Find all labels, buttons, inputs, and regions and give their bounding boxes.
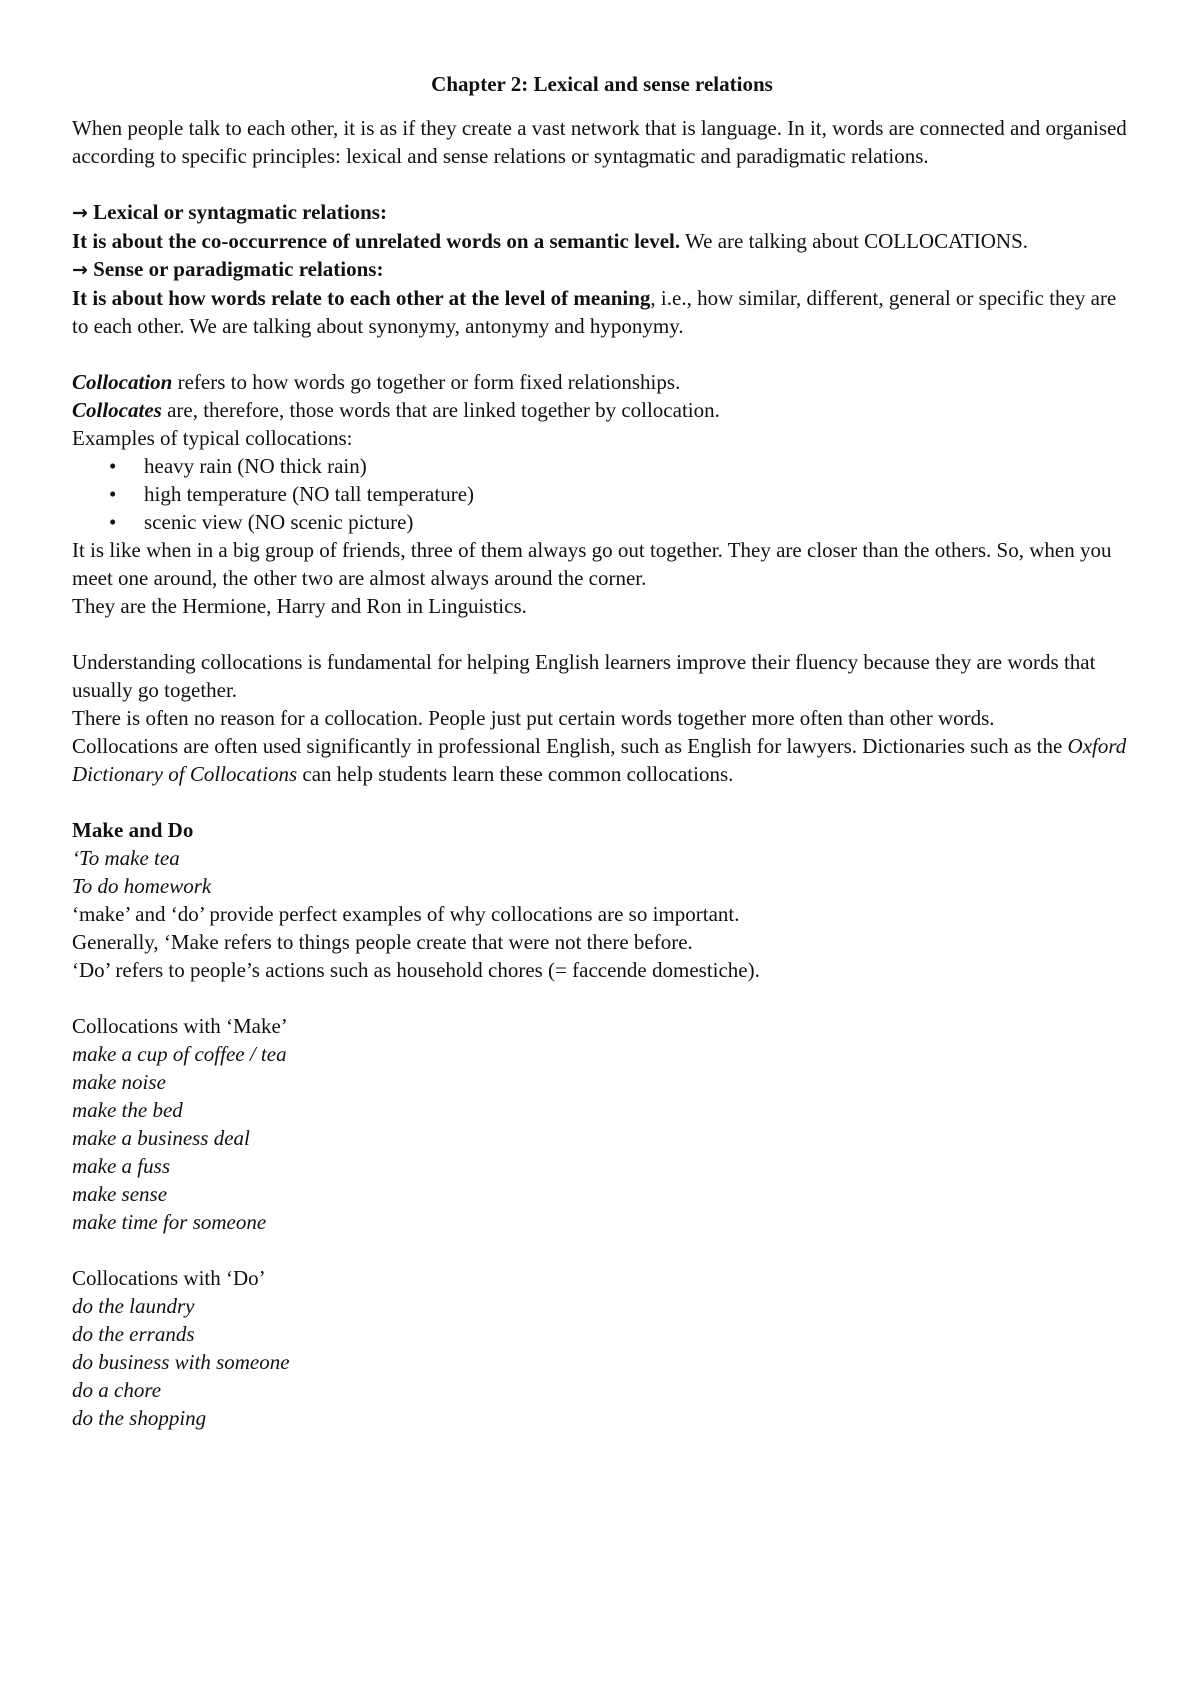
spacer: [72, 788, 1132, 816]
list-item: make a business deal: [72, 1126, 250, 1150]
lexical-rest-text: We are talking about COLLOCATIONS.: [680, 229, 1029, 253]
spacer: [72, 340, 1132, 368]
list-item: do business with someone: [72, 1350, 290, 1374]
list-item: do the laundry: [72, 1294, 195, 1318]
list-item: do a chore: [72, 1378, 162, 1402]
dictionary-title: Oxford Dictionary of Collocations: [72, 734, 1127, 786]
list-item: [72, 452, 1132, 480]
list-item: make a fuss: [72, 1154, 170, 1178]
bullet-icon: •: [109, 454, 117, 478]
arrow-right-icon: →: [72, 259, 88, 281]
examples-list: [72, 452, 1132, 536]
examples-intro: Examples of typical collocations:: [72, 426, 353, 450]
reason-paragraph: There is often no reason for a collocation. People just put certain words together more often than other words.: [72, 706, 995, 730]
bullet-icon: •: [109, 510, 117, 534]
example-text: high temperature (NO tall temperature): [144, 482, 475, 506]
list-item: do the shopping: [72, 1406, 207, 1430]
collocation-term: Collocation: [72, 370, 173, 394]
page-title: Chapter 2: Lexical and sense relations: [431, 72, 773, 96]
spacer: [72, 1236, 1132, 1264]
list-item: make noise: [72, 1070, 166, 1094]
make-do-line-2: Generally, ‘Make refers to things people create that were not there before.: [72, 930, 693, 954]
arrow-right-icon: →: [72, 202, 88, 224]
make-do-line-3: ‘Do’ refers to people’s actions such as household chores (= faccende domestiche).: [72, 958, 760, 982]
document-page: [72, 70, 1132, 1432]
example-text: scenic view (NO scenic picture): [144, 510, 414, 534]
spacer: [72, 984, 1132, 1012]
make-do-heading: Make and Do: [72, 818, 194, 842]
understanding-paragraph: Understanding collocations is fundamental for helping English learners improve their fluency because they are words that usually go together.: [72, 650, 1096, 702]
sense-rest-text: , i.e., how similar, different, general or specific they are to each other. We are talking about synonymy, antonymy and hyponymy.: [72, 286, 1117, 338]
collocation-definition: [72, 368, 1132, 396]
list-item: [72, 508, 1132, 536]
lexical-heading-text: Lexical or syntagmatic relations:: [93, 200, 387, 224]
lexical-heading: [72, 198, 1132, 227]
professional-paragraph: [72, 732, 1132, 788]
professional-text-after: can help students learn these common collocations.: [297, 762, 734, 786]
lexical-paragraph: [72, 227, 1132, 255]
example-text: heavy rain (NO thick rain): [144, 454, 367, 478]
sense-bold-text: It is about how words relate to each other at the level of meaning: [72, 286, 651, 310]
make-do-example-1: ‘To make tea: [72, 846, 180, 870]
collocates-text: are, therefore, those words that are linked together by collocation.: [161, 398, 720, 422]
sense-heading-text: Sense or paradigmatic relations:: [93, 257, 384, 281]
sense-heading: [72, 255, 1132, 284]
make-do-example-2: To do homework: [72, 874, 212, 898]
collocation-text: refers to how words go together or form fixed relationships.: [172, 370, 681, 394]
friends-paragraph: It is like when in a big group of friends, three of them always go out together. They are closer than the others. So, when you meet one around, the other two are almost always around the corner.: [72, 538, 1112, 590]
list-item: make a cup of coffee / tea: [72, 1042, 287, 1066]
list-item: [72, 480, 1132, 508]
intro-paragraph: When people talk to each other, it is as if they create a vast network that is language. In it, words are connected and organised according to specific principles: lexical and sense relations or syntagmatic and paradigmatic relations.: [72, 116, 1127, 168]
professional-text-before: Collocations are often used significantly in professional English, such as English for lawyers. Dictionaries such as the: [72, 734, 1068, 758]
list-item: make sense: [72, 1182, 168, 1206]
lexical-bold-text: It is about the co-occurrence of unrelated words on a semantic level.: [72, 229, 681, 253]
list-item: make the bed: [72, 1098, 183, 1122]
list-item: make time for someone: [72, 1210, 267, 1234]
collocates-term: Collocates: [72, 398, 162, 422]
sense-paragraph: [72, 284, 1132, 340]
make-do-line-1: ‘make’ and ‘do’ provide perfect examples of why collocations are so important.: [72, 902, 740, 926]
do-list-heading: Collocations with ‘Do’: [72, 1266, 266, 1290]
make-list-heading: Collocations with ‘Make’: [72, 1014, 288, 1038]
spacer: [72, 170, 1132, 198]
list-item: do the errands: [72, 1322, 195, 1346]
bullet-icon: •: [109, 482, 117, 506]
hermione-line: They are the Hermione, Harry and Ron in Linguistics.: [72, 594, 527, 618]
spacer: [72, 620, 1132, 648]
collocates-definition: [72, 396, 1132, 424]
